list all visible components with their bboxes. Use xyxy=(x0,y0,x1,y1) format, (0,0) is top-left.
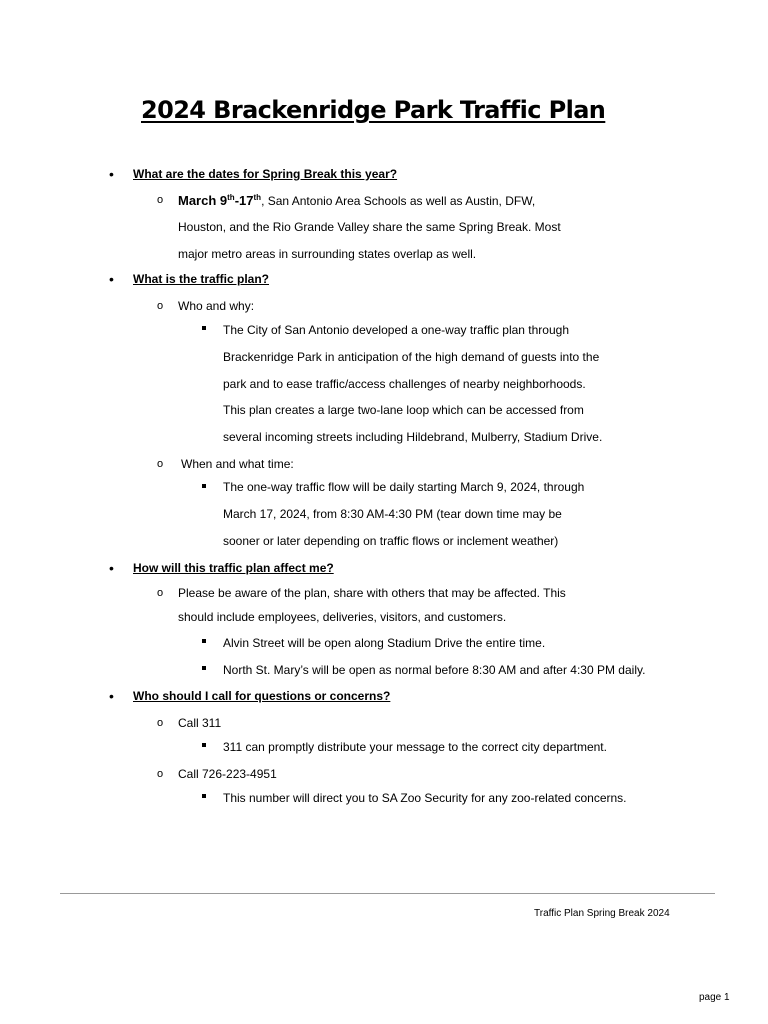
paragraph-line: major metro areas in surrounding states overlap as well. xyxy=(178,247,477,261)
section-question: What is the traffic plan? xyxy=(133,272,270,286)
paragraph-line: Alvin Street will be open along Stadium Drive the entire time. xyxy=(223,636,546,650)
date-start-suffix: th xyxy=(227,193,235,202)
page-number: page 1 xyxy=(699,992,730,1003)
subsection-label: Call 311 xyxy=(178,716,222,730)
document-title: 2024 Brackenridge Park Traffic Plan xyxy=(141,96,606,124)
paragraph-line: should include employees, deliveries, visitors, and customers. xyxy=(178,610,507,624)
paragraph-line: several incoming streets including Hildebrand, Mulberry, Stadium Drive. xyxy=(223,430,603,444)
bullet-dot-icon: • xyxy=(109,271,114,287)
hollow-circle-bullet-icon: o xyxy=(157,717,164,729)
footer-divider xyxy=(60,893,715,894)
paragraph-line: 311 can promptly distribute your message to the correct city department. xyxy=(223,740,607,754)
paragraph-line: sooner or later depending on traffic flows or inclement weather) xyxy=(223,534,559,548)
bullet-dot-icon: • xyxy=(109,560,114,576)
hollow-circle-bullet-icon: o xyxy=(157,458,164,470)
square-bullet-icon xyxy=(202,639,206,643)
footer-label: Traffic Plan Spring Break 2024 xyxy=(534,908,670,919)
paragraph-line: Please be aware of the plan, share with others that may be affected. This xyxy=(178,586,566,600)
paragraph-line: March 17, 2024, from 8:30 AM-4:30 PM (tear down time may be xyxy=(223,507,562,521)
paragraph-line: park and to ease traffic/access challenges of nearby neighborhoods. xyxy=(223,377,586,391)
paragraph-line: The City of San Antonio developed a one-way traffic plan through xyxy=(223,323,570,337)
date-end-suffix: th xyxy=(253,193,262,202)
paragraph-line: Houston, and the Rio Grande Valley share the same Spring Break. Most xyxy=(178,220,561,234)
paragraph-line: Brackenridge Park in anticipation of the high demand of guests into the xyxy=(223,350,600,364)
paragraph-line: The one-way traffic flow will be daily starting March 9, 2024, through xyxy=(223,480,585,494)
subsection-label: When and what time: xyxy=(181,457,294,471)
section-question: How will this traffic plan affect me? xyxy=(133,561,334,575)
date-end: -17 xyxy=(234,193,254,208)
square-bullet-icon xyxy=(202,794,206,798)
subsection-label: Who and why: xyxy=(178,299,255,313)
section-question: What are the dates for Spring Break this year? xyxy=(133,167,398,181)
hollow-circle-bullet-icon: o xyxy=(157,768,164,780)
paragraph-line: North St. Mary’s will be open as normal before 8:30 AM and after 4:30 PM daily. xyxy=(223,663,646,677)
section-question: Who should I call for questions or concerns? xyxy=(133,689,391,703)
paragraph-line: , San Antonio Area Schools as well as Austin, DFW, xyxy=(261,194,536,208)
date-start: March 9 xyxy=(178,193,228,208)
paragraph-line: This number will direct you to SA Zoo Security for any zoo-related concerns. xyxy=(223,791,627,805)
subsection-label: Call 726-223-4951 xyxy=(178,767,277,781)
hollow-circle-bullet-icon: o xyxy=(157,587,164,599)
hollow-circle-bullet-icon: o xyxy=(157,194,164,206)
square-bullet-icon xyxy=(202,326,206,330)
bullet-dot-icon: • xyxy=(109,166,114,182)
paragraph-line: This plan creates a large two-lane loop which can be accessed from xyxy=(223,403,584,417)
square-bullet-icon xyxy=(202,743,206,747)
square-bullet-icon xyxy=(202,666,206,670)
spring-break-dates-line xyxy=(178,193,535,208)
square-bullet-icon xyxy=(202,484,206,488)
bullet-dot-icon: • xyxy=(109,688,114,704)
hollow-circle-bullet-icon: o xyxy=(157,300,164,312)
